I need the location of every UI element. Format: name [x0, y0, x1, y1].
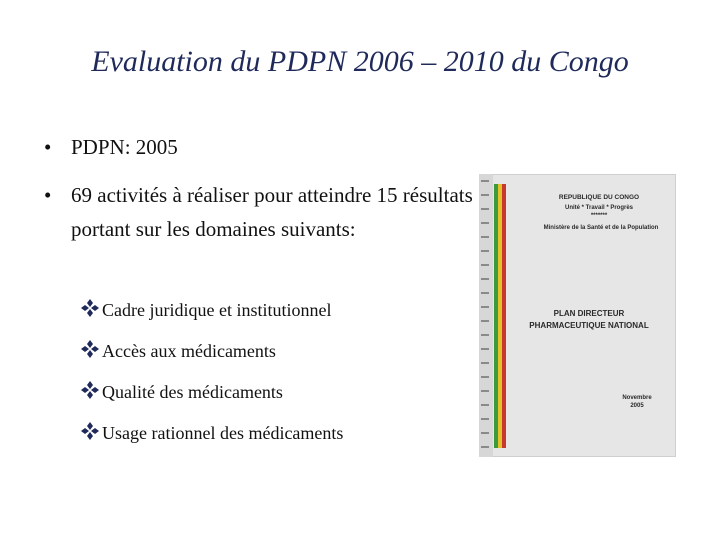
cover-date [607, 394, 667, 410]
sub-bullet-text: Qualité des médicaments [102, 382, 283, 402]
cover-plan-title [509, 308, 669, 332]
cover-date-month: Novembre [622, 395, 652, 401]
sub-bullet-text: Cadre juridique et institutionnel [102, 300, 332, 320]
document-cover-image [479, 174, 676, 457]
bullet-dot-icon: • [44, 135, 52, 159]
sub-bullet-item [80, 419, 470, 460]
cover-republic: REPUBLIQUE DU CONGO [558, 194, 640, 201]
sub-bullet-text: Accès aux médicaments [102, 341, 276, 361]
cover-date-year: 2005 [630, 403, 644, 409]
bullet-text: 69 activités à réaliser pour atteindre 15 résultats portant sur les domaines suivants: [71, 183, 473, 241]
bullet-text: PDPN: 2005 [71, 135, 178, 159]
bullet-item [44, 130, 474, 164]
diamond-cluster-icon [80, 339, 100, 359]
cover-plan-line1: PLAN DIRECTEUR [553, 309, 625, 318]
diamond-cluster-icon [80, 421, 100, 441]
bullet-list [44, 130, 474, 246]
bullet-item [44, 178, 474, 246]
sub-bullet-list [80, 296, 470, 460]
diamond-cluster-icon [80, 380, 100, 400]
sub-bullet-text: Usage rationnel des médicaments [102, 423, 344, 443]
slide-title: Evaluation du PDPN 2006 – 2010 du Congo [91, 45, 629, 78]
cover-ministry: Ministère de la Santé et de la Population [543, 225, 659, 231]
sub-bullet-item [80, 378, 470, 419]
flag-stripe-red [502, 184, 506, 448]
cover-motto: Unité * Travail * Progrès [564, 205, 634, 211]
diamond-cluster-icon [80, 298, 100, 318]
spiral-binding-rings [479, 174, 493, 457]
bullet-dot-icon: • [44, 183, 52, 207]
sub-bullet-item [80, 337, 470, 378]
spiral-binding [479, 174, 493, 457]
cover-plan-line2: PHARMACEUTIQUE NATIONAL [529, 321, 649, 330]
sub-bullet-item [80, 296, 470, 337]
cover-stars: ******* [590, 213, 608, 219]
